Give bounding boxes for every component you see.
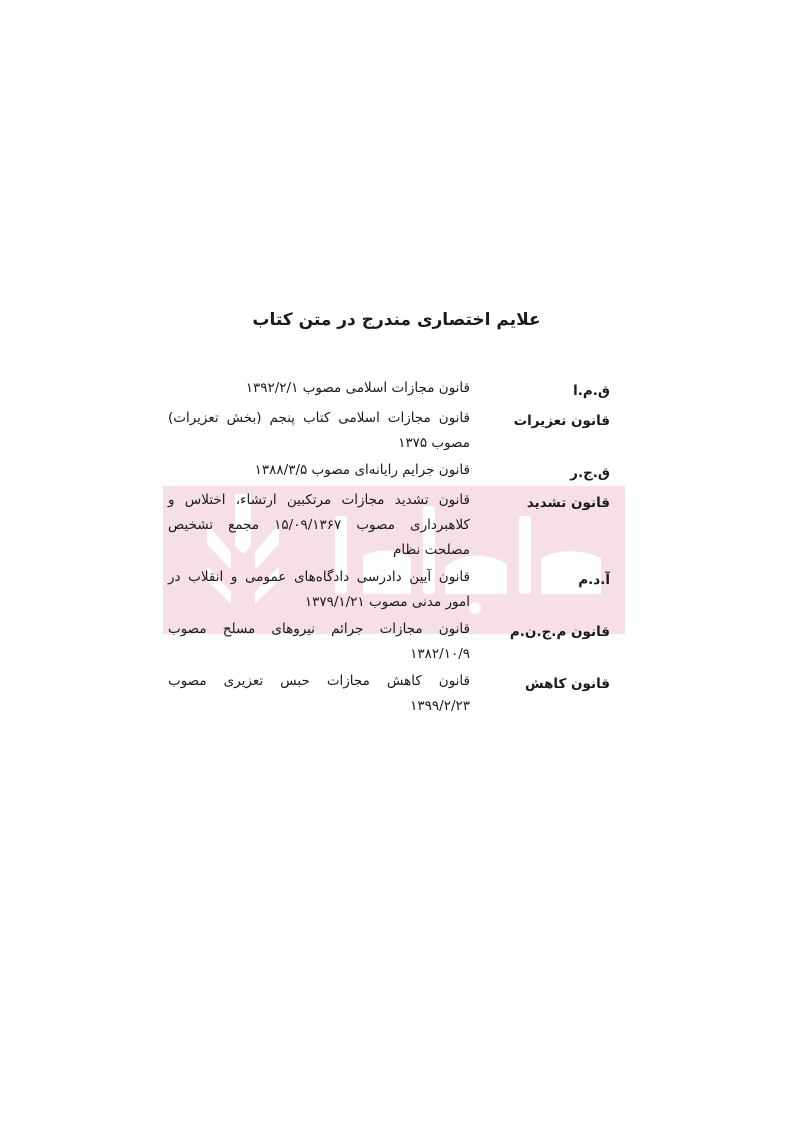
abbreviation-term: قانون تشدید xyxy=(526,495,610,511)
abbreviation-description: قانون تشدید مجازات مرتکبین ارتشاء، اختلاس و کلاهبرداری مصوب ۱۵/۰۹/۱۳۶۷ مجمع تشخیص مصلحت نظام xyxy=(168,492,470,558)
abbreviation-description: قانون آیین دادرسی دادگاه‌های عمومی و انقلاب در امور مدنی مصوب ۱۳۷۹/۱/۲۱ xyxy=(168,569,470,610)
list-item xyxy=(168,458,610,486)
abbreviation-term: قانون م.ج.ن.م xyxy=(509,624,610,640)
list-item xyxy=(168,617,610,667)
abbreviation-term: آ.د.م xyxy=(578,572,610,588)
list-item xyxy=(168,406,610,456)
abbreviation-term: قانون تعزیرات xyxy=(513,413,610,429)
abbreviation-term: ق.م.ا xyxy=(573,383,610,399)
abbreviation-term: قانون کاهش xyxy=(524,676,610,692)
abbreviation-term: ق.ج.ر xyxy=(570,465,610,481)
abbreviation-description: قانون مجازات جرائم نیروهای مسلح مصوب ۱۳۸۲/۱۰/۹ xyxy=(168,621,470,662)
list-item xyxy=(168,565,610,615)
list-item xyxy=(168,488,610,563)
abbreviation-list xyxy=(168,376,610,721)
abbreviation-description: قانون مجازات اسلامی کتاب پنجم (بخش تعزیرات) مصوب ۱۳۷۵ xyxy=(168,410,470,451)
list-item xyxy=(168,376,610,404)
abbreviation-description: قانون مجازات اسلامی مصوب ۱۳۹۲/۲/۱ xyxy=(245,380,470,396)
abbreviation-description: قانون کاهش مجازات حبس تعزیری مصوب ۱۳۹۹/۲/۲۳ xyxy=(168,673,470,714)
abbreviation-description: قانون جرایم رایانه‌ای مصوب ۱۳۸۸/۳/۵ xyxy=(254,462,470,478)
list-item xyxy=(168,669,610,719)
page-title: علایم اختصاری مندرج در متن کتاب xyxy=(252,310,541,330)
